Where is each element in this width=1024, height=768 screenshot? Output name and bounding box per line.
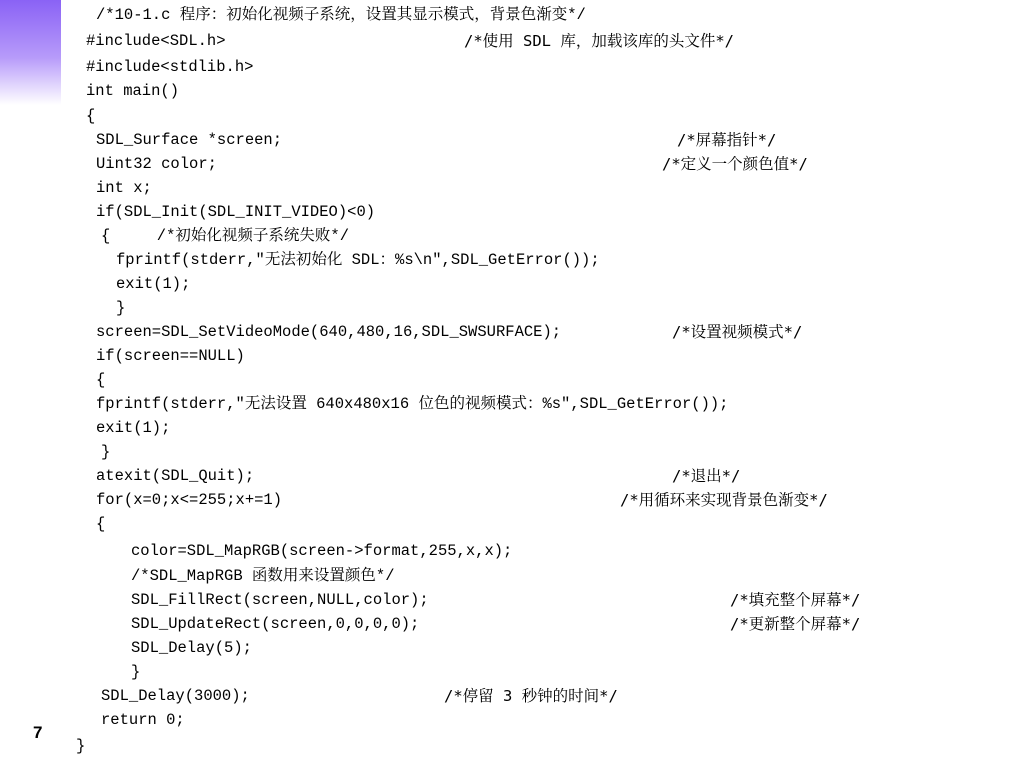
code-text: int main() (86, 82, 180, 100)
comment-text: /*定义一个颜色值*/ (662, 155, 808, 173)
comment-text: /*屏幕指针*/ (677, 131, 777, 149)
code-line (86, 57, 253, 77)
code-text: #include<SDL.h> (86, 32, 226, 50)
code-line (96, 5, 586, 25)
code-line (86, 106, 95, 126)
comment-text: /*停留 3 秒钟的时间*/ (444, 687, 618, 705)
code-text: { (96, 371, 106, 389)
code-line (96, 154, 217, 174)
code-comment (444, 686, 618, 706)
code-line (101, 710, 185, 730)
code-line (131, 541, 512, 561)
code-comment (730, 614, 860, 634)
page-number: 7 (33, 723, 43, 742)
code-text: SDL_Delay(5); (131, 639, 252, 657)
accent-bar (0, 0, 61, 105)
code-comment (464, 31, 734, 51)
code-line (96, 322, 561, 342)
code-text: { /*初始化视频子系统失败*/ (101, 227, 350, 245)
code-text: SDL_Delay(3000); (101, 687, 250, 705)
code-text: { (86, 107, 96, 125)
code-comment (677, 130, 776, 150)
code-text: for(x=0;x<=255;x+=1) (96, 491, 283, 509)
code-line (131, 566, 395, 586)
code-text: SDL_FillRect(screen,NULL,color); (131, 591, 429, 609)
code-line (96, 370, 105, 390)
code-text: return 0; (101, 711, 185, 729)
code-text: color=SDL_MapRGB(screen->format,255,x,x); (131, 542, 513, 560)
code-line (96, 394, 728, 414)
code-line (116, 274, 190, 294)
code-text: atexit(SDL_Quit); (96, 467, 255, 485)
comment-text: /*使用 SDL 库，加载该库的头文件*/ (464, 32, 734, 50)
code-text: SDL_Surface *screen; (96, 131, 283, 149)
code-comment (672, 322, 802, 342)
code-line (116, 298, 125, 318)
code-line (131, 590, 429, 610)
code-line (101, 686, 250, 706)
code-line (131, 638, 252, 658)
code-text: /*SDL_MapRGB 函数用来设置颜色*/ (131, 567, 395, 585)
comment-text: /*填充整个屏幕*/ (730, 591, 861, 609)
code-comment (672, 466, 740, 486)
code-line (101, 226, 349, 246)
code-comment (662, 154, 808, 174)
code-text: exit(1); (116, 275, 191, 293)
code-text: SDL_UpdateRect(screen,0,0,0,0); (131, 615, 420, 633)
code-line (96, 466, 254, 486)
code-line (96, 178, 152, 198)
code-text: fprintf(stderr,"无法设置 640x480x16 位色的视频模式：%s",SDL_GetError()); (96, 395, 729, 413)
code-line (101, 442, 110, 462)
code-line (76, 736, 85, 756)
comment-text: /*更新整个屏幕*/ (730, 615, 861, 633)
code-text: #include<stdlib.h> (86, 58, 254, 76)
code-text: if(SDL_Init(SDL_INIT_VIDEO)<0) (96, 203, 376, 221)
comment-text: /*退出*/ (672, 467, 741, 485)
code-text: } (101, 443, 111, 461)
code-line (131, 614, 419, 634)
comment-text: /*设置视频模式*/ (672, 323, 803, 341)
code-text: fprintf(stderr,"无法初始化 SDL：%s\n",SDL_GetError()); (116, 251, 600, 269)
code-line (131, 662, 140, 682)
code-text: exit(1); (96, 419, 171, 437)
code-line (86, 31, 226, 51)
code-text: if(screen==NULL) (96, 347, 245, 365)
code-text: } (116, 299, 126, 317)
code-line (96, 346, 245, 366)
code-text: int x; (96, 179, 152, 197)
code-text: } (131, 663, 141, 681)
code-line (96, 490, 282, 510)
code-text: screen=SDL_SetVideoMode(640,480,16,SDL_SWSURFACE); (96, 323, 562, 341)
code-text: Uint32 color; (96, 155, 217, 173)
code-line (96, 514, 105, 534)
code-line (96, 202, 375, 222)
code-line (96, 130, 282, 150)
comment-text: /*用循环来实现背景色渐变*/ (620, 491, 828, 509)
code-line (96, 418, 170, 438)
code-text: /*10-1.c 程序：初始化视频子系统，设置其显示模式，背景色渐变*/ (96, 6, 586, 24)
code-text: } (76, 737, 86, 755)
code-comment (620, 490, 828, 510)
code-line (86, 81, 179, 101)
code-comment (730, 590, 860, 610)
code-line (116, 250, 600, 270)
code-text: { (96, 515, 106, 533)
